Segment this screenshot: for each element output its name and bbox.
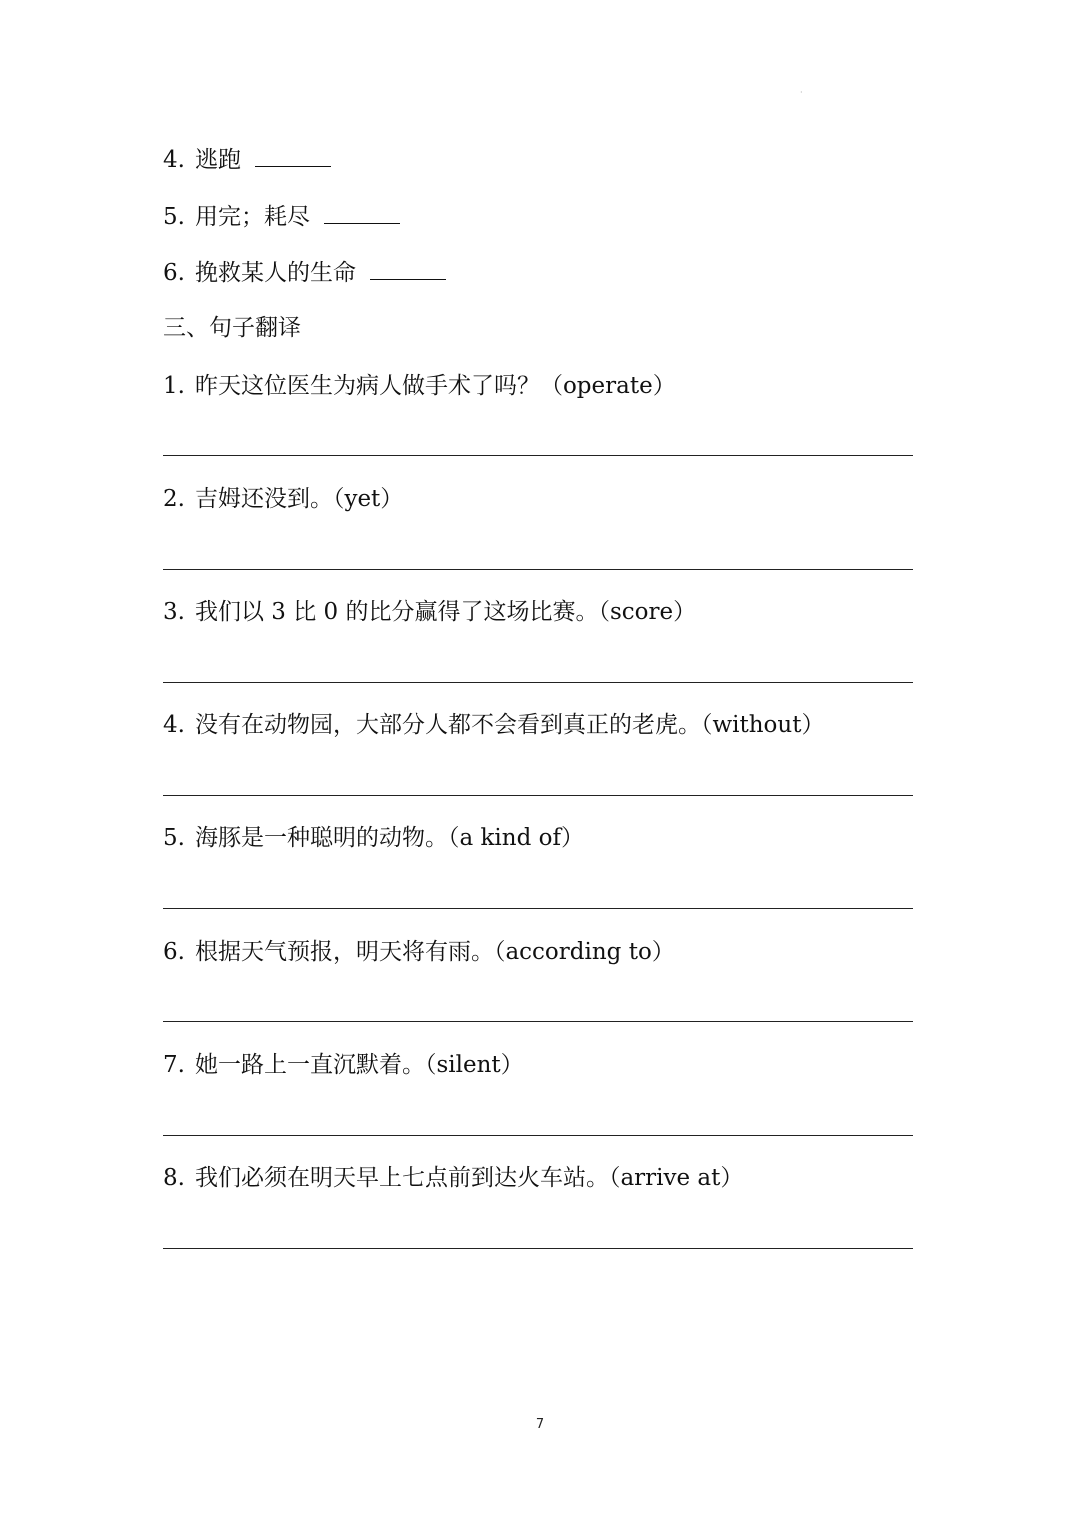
answer-line-5[interactable] bbox=[163, 908, 913, 909]
page-number: 7 bbox=[535, 1417, 545, 1432]
vocab-item-text: 逃跑 bbox=[194, 147, 241, 173]
question-number: 8. bbox=[163, 1165, 185, 1191]
vocab-item-4 bbox=[163, 144, 331, 175]
fill-in-blank[interactable] bbox=[370, 257, 446, 280]
section-title: 三、句子翻译 bbox=[163, 315, 301, 341]
question-text: 根据天气预报，明天将有雨。（according to） bbox=[194, 939, 675, 965]
question-number: 1. bbox=[163, 373, 185, 399]
question-5 bbox=[163, 823, 584, 853]
answer-line-7[interactable] bbox=[163, 1135, 913, 1136]
question-text: 我们以 3 比 0 的比分赢得了这场比赛。（score） bbox=[194, 599, 697, 625]
page-marker-dot: · bbox=[800, 88, 803, 97]
question-2 bbox=[163, 484, 403, 514]
question-text: 昨天这位医生为病人做手术了吗？（operate） bbox=[194, 373, 676, 399]
vocab-item-6 bbox=[163, 257, 446, 288]
question-number: 4. bbox=[163, 712, 185, 738]
question-6 bbox=[163, 937, 675, 967]
fill-in-blank[interactable] bbox=[324, 201, 400, 224]
question-number: 7. bbox=[163, 1052, 185, 1078]
question-number: 2. bbox=[163, 486, 185, 512]
vocab-item-5 bbox=[163, 201, 400, 232]
answer-line-2[interactable] bbox=[163, 569, 913, 570]
question-number: 6. bbox=[163, 939, 185, 965]
vocab-item-text: 用完；耗尽 bbox=[194, 204, 310, 230]
question-text: 我们必须在明天早上七点前到达火车站。（arrive at） bbox=[194, 1165, 744, 1191]
question-text: 她一路上一直沉默着。（silent） bbox=[194, 1052, 524, 1078]
question-1 bbox=[163, 371, 676, 401]
question-number: 3. bbox=[163, 599, 185, 625]
question-4 bbox=[163, 710, 824, 740]
question-text: 没有在动物园，大部分人都不会看到真正的老虎。（without） bbox=[194, 712, 825, 738]
question-7 bbox=[163, 1050, 524, 1080]
answer-line-4[interactable] bbox=[163, 795, 913, 796]
question-text: 海豚是一种聪明的动物。（a kind of） bbox=[194, 825, 584, 851]
vocab-item-text: 挽救某人的生命 bbox=[194, 260, 356, 286]
answer-line-3[interactable] bbox=[163, 682, 913, 683]
question-text: 吉姆还没到。（yet） bbox=[194, 486, 404, 512]
answer-line-8[interactable] bbox=[163, 1248, 913, 1249]
question-8 bbox=[163, 1163, 743, 1193]
answer-line-6[interactable] bbox=[163, 1021, 913, 1022]
question-number: 5. bbox=[163, 825, 185, 851]
question-3 bbox=[163, 597, 696, 627]
fill-in-blank[interactable] bbox=[255, 144, 331, 167]
answer-line-1[interactable] bbox=[163, 455, 913, 456]
vocab-item-number: 4. bbox=[163, 147, 185, 173]
vocab-item-number: 6. bbox=[163, 260, 185, 286]
vocab-item-number: 5. bbox=[163, 204, 185, 230]
